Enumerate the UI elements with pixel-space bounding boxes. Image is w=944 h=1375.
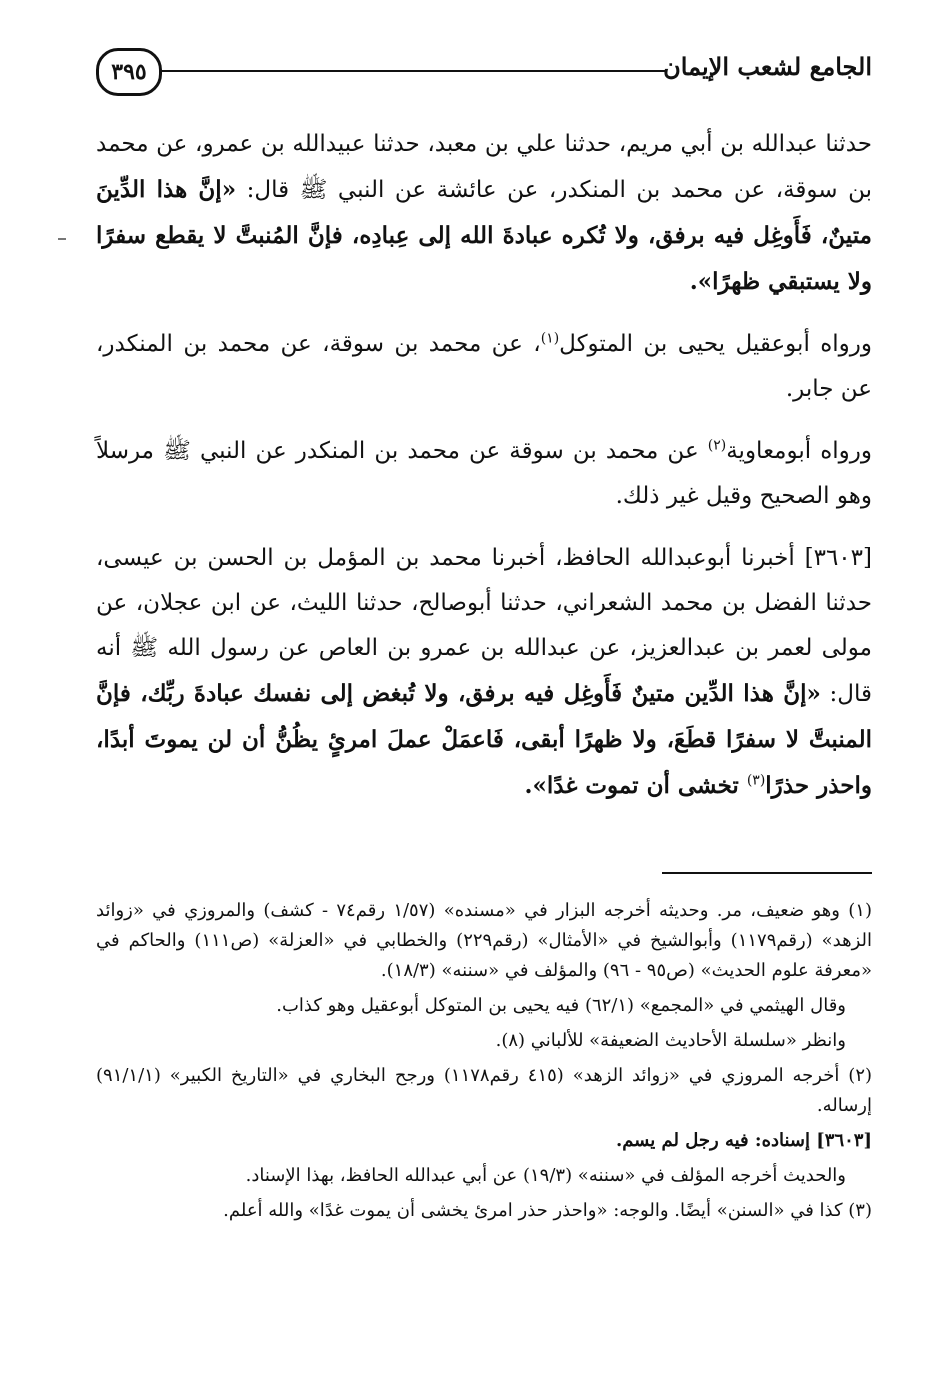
- footnote-3: (٣) كذا في «السنن» أيضًا. والوجه: «واحذر حذر امرئ يخشى أن يموت غدًا» والله أعلم.: [223, 1200, 872, 1221]
- page-header: [96, 48, 872, 102]
- footnote-2: (٢) أخرجه المروزي في «زوائد الزهد» (٤١٥ رقم١١٧٨) ورجح البخاري في «التاريخ الكبير» (٩١/١/١) إرساله.: [96, 1065, 873, 1116]
- header-rule: [162, 70, 666, 72]
- paragraph-3: [96, 429, 872, 519]
- footnote-1-see-also: وانظر «سلسلة الأحاديث الضعيفة» للألباني (٨).: [495, 1030, 846, 1051]
- footnote-ref-1: (١): [540, 330, 560, 347]
- footnote-text: فيه رجل لم يسم.: [615, 1130, 755, 1151]
- footnote-separator: [662, 872, 872, 874]
- paragraph-text: ورواه أبومعاوية: [726, 438, 872, 464]
- chain-of-narration: أخبرنا أبوعبدالله الحافظ، أخبرنا محمد بن المؤمل بن الحسن بن عيسى، حدثنا الفضل بن محمد الشعراني، حدثنا أبوصالح، حدثنا الليث، عن ابن عجلان، عن مولى لعمر بن عبدالعزيز، عن عبدالله بن عمرو بن العاص عن رسول الله ﷺ أنه قال:: [96, 545, 872, 707]
- paragraph-4: [96, 536, 872, 809]
- footnote-ref-3: (٣): [746, 772, 766, 789]
- hadith-quote-end: تخشى أن تموت غدًا».: [524, 772, 747, 799]
- footnote-hadith-3603-source: والحديث أخرجه المؤلف في «سننه» (١٩/٣) عن أبي عبدالله الحافظ، بهذا الإسناد.: [245, 1165, 846, 1186]
- footnote-1-continued: وقال الهيثمي في «المجمع» (٦٢/١) فيه يحيى بن المتوكل أبوعقيل وهو كذاب.: [276, 995, 846, 1016]
- book-title: الجامع لشعب الإيمان: [663, 52, 872, 81]
- paragraph-text: ورواه أبوعقيل يحيى بن المتوكل: [559, 331, 872, 357]
- footnote-label: [٣٦٠٣] إسناده:: [754, 1130, 872, 1151]
- page-number: ٣٩٥: [96, 48, 162, 96]
- footnote-ref-2: (٢): [707, 437, 727, 454]
- footnotes: [96, 896, 872, 1231]
- footnote-1: (١) وهو ضعيف، مر. وحديثه أخرجه البزار في «مسنده» (١/٥٧ رقم٧٤ - كشف) والمروزي في «زوائد الزهد» (رقم١١٧٩) وأبوالشيخ في «الأمثال» (رقم٢٢٩) والخطابي في «العزلة» (ص١١١) والحاكم في «معرفة علوم الحديث» (ص٩٥ - ٩٦) والمؤلف في «سننه» (١٨/٣).: [96, 900, 873, 981]
- paragraph-1: [96, 122, 872, 305]
- margin-mark: [58, 238, 66, 240]
- hadith-quote: «إنَّ هذا الدِّين متينٌ فَأَوغِل فيه برفق، ولا تُبغض إلى نفسك عبادةَ ربِّك، فإنَّ المنبتَّ لا سفرًا قطَعَ، ولا ظهرًا أبقى، فَاعمَلْ عملَ امرئٍ يظُنُّ أن لن يموتَ أبدًا، واحذر حذرًا: [96, 680, 872, 799]
- chain-of-narration: حدثنا عبدالله بن أبي مريم، حدثنا علي بن معبد، حدثنا عبيدالله بن عمرو، عن محمد بن سوقة، عن محمد بن المنكدر، عن عائشة عن النبي ﷺ قال:: [96, 131, 873, 203]
- paragraph-2: [96, 322, 872, 412]
- paragraph-text: عن محمد بن سوقة عن محمد بن المنكدر عن النبي ﷺ مرسلاً وهو الصحيح وقيل غير ذلك.: [96, 438, 872, 509]
- hadith-number: [٣٦٠٣]: [804, 545, 872, 571]
- paragraph-text: ، عن محمد بن سوقة، عن محمد بن المنكدر، عن جابر.: [96, 331, 872, 402]
- hadith-quote: «إنَّ هذا الدِّينَ متينٌ، فَأَوغِل فيه برفق، ولا تُكره عبادةَ الله إلى عِبادِه، فإنَّ المُنبتَّ لا يقطع سفرًا ولا يستبقي ظهرًا».: [96, 176, 872, 295]
- footnote-hadith-3603: [96, 1126, 872, 1156]
- main-text: [96, 122, 872, 826]
